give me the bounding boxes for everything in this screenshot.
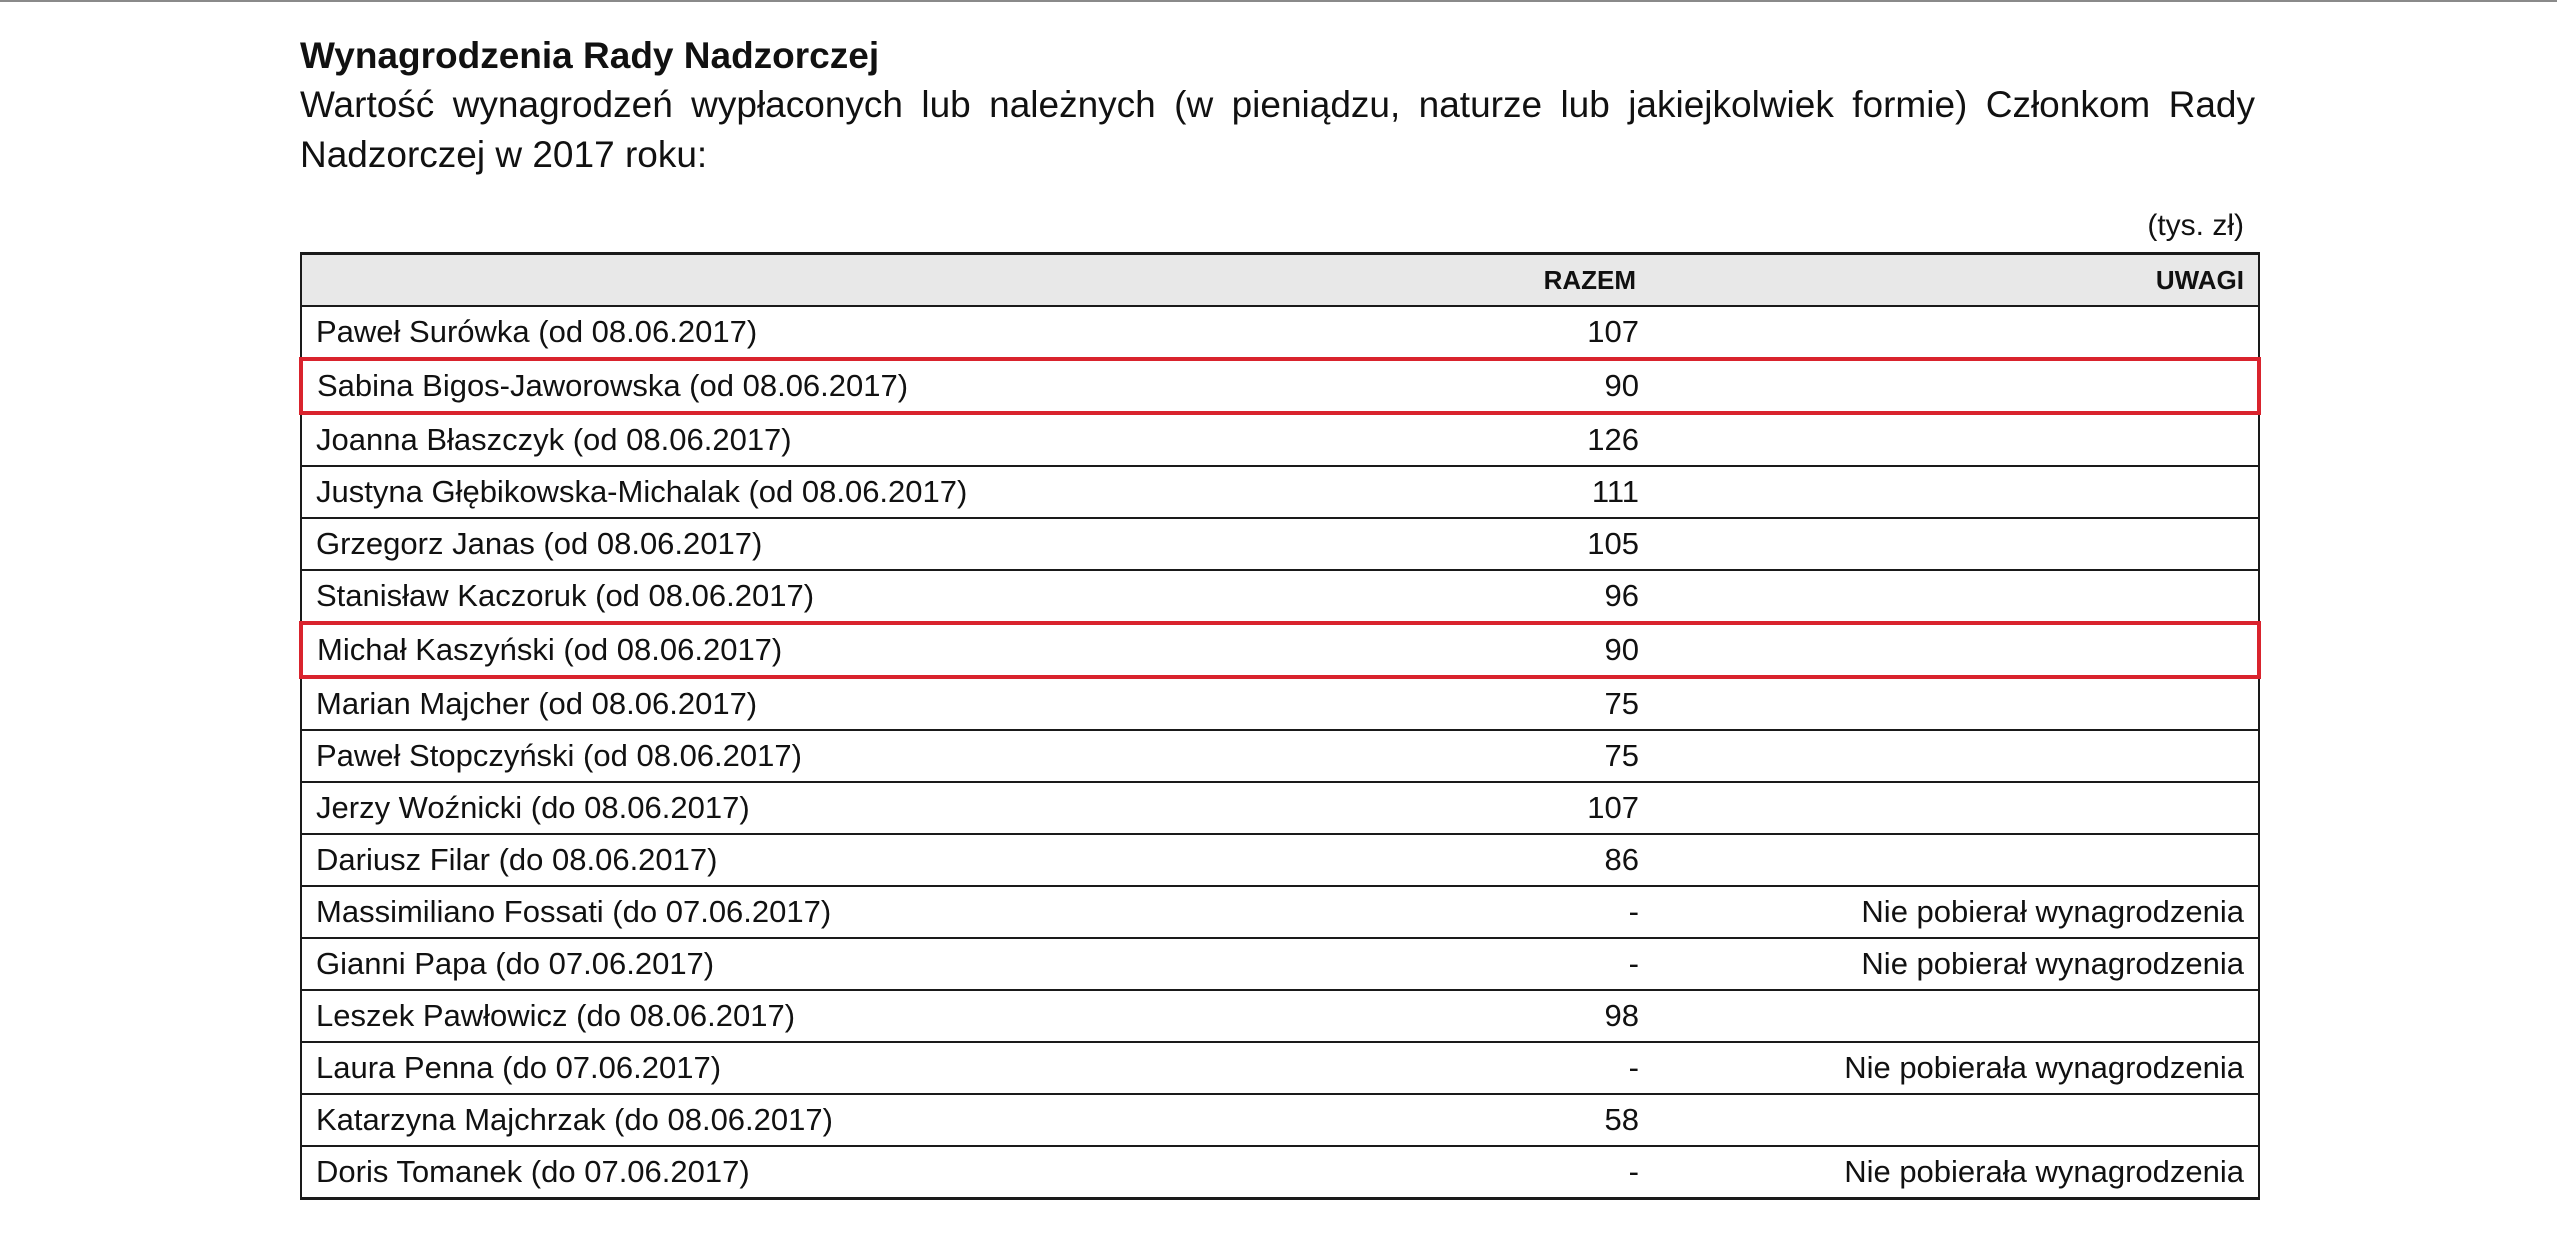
total-value-cell: 126 (1321, 413, 1651, 466)
total-value-cell: - (1321, 886, 1651, 938)
notes-cell (1651, 413, 2259, 466)
member-name-cell: Dariusz Filar (do 08.06.2017) (301, 834, 1321, 886)
notes-cell (1651, 359, 2259, 413)
notes-cell (1651, 570, 2259, 623)
section-title: Wynagrodzenia Rady Nadzorczej (300, 35, 880, 76)
notes-cell: Nie pobierała wynagrodzenia (1651, 1146, 2259, 1199)
total-value-cell: 111 (1321, 466, 1651, 518)
table-row (301, 677, 2259, 730)
member-name-cell: Marian Majcher (od 08.06.2017) (301, 677, 1321, 730)
total-value-cell: 96 (1321, 570, 1651, 623)
table-row (301, 990, 2259, 1042)
total-value-cell: 75 (1321, 677, 1651, 730)
compensation-table (299, 252, 2261, 1200)
table-body (301, 306, 2259, 1199)
table-row (301, 1042, 2259, 1094)
member-name-cell: Paweł Stopczyński (od 08.06.2017) (301, 730, 1321, 782)
notes-cell (1651, 306, 2259, 359)
table-header-row (301, 254, 2259, 307)
notes-cell (1651, 677, 2259, 730)
member-name-cell: Sabina Bigos-Jaworowska (od 08.06.2017) (301, 359, 1321, 413)
table-row (301, 834, 2259, 886)
total-value-cell: 86 (1321, 834, 1651, 886)
notes-cell (1651, 518, 2259, 570)
table-row-highlighted (301, 623, 2259, 677)
column-header-total: RAZEM (1321, 254, 1651, 307)
table-row-highlighted (301, 359, 2259, 413)
total-value-cell: - (1321, 1042, 1651, 1094)
member-name-cell: Michał Kaszyński (od 08.06.2017) (301, 623, 1321, 677)
member-name-cell: Stanisław Kaczoruk (od 08.06.2017) (301, 570, 1321, 623)
member-name-cell: Laura Penna (do 07.06.2017) (301, 1042, 1321, 1094)
column-header-name (301, 254, 1321, 307)
notes-cell (1651, 730, 2259, 782)
member-name-cell: Leszek Pawłowicz (do 08.06.2017) (301, 990, 1321, 1042)
member-name-cell: Justyna Głębikowska-Michalak (od 08.06.2017) (301, 466, 1321, 518)
total-value-cell: 105 (1321, 518, 1651, 570)
column-header-notes: UWAGI (1651, 254, 2259, 307)
notes-cell (1651, 990, 2259, 1042)
notes-cell (1651, 1094, 2259, 1146)
member-name-cell: Joanna Błaszczyk (od 08.06.2017) (301, 413, 1321, 466)
notes-cell: Nie pobierał wynagrodzenia (1651, 938, 2259, 990)
table-row (301, 1146, 2259, 1199)
member-name-cell: Massimiliano Fossati (do 07.06.2017) (301, 886, 1321, 938)
notes-cell: Nie pobierała wynagrodzenia (1651, 1042, 2259, 1094)
top-divider (0, 0, 2557, 2)
notes-cell (1651, 623, 2259, 677)
table-row (301, 466, 2259, 518)
member-name-cell: Katarzyna Majchrzak (do 08.06.2017) (301, 1094, 1321, 1146)
table-row (301, 518, 2259, 570)
member-name-cell: Jerzy Woźnicki (do 08.06.2017) (301, 782, 1321, 834)
notes-cell: Nie pobierał wynagrodzenia (1651, 886, 2259, 938)
table-row (301, 306, 2259, 359)
compensation-table-container (299, 252, 2257, 1200)
table-row (301, 886, 2259, 938)
member-name-cell: Gianni Papa (do 07.06.2017) (301, 938, 1321, 990)
total-value-cell: 58 (1321, 1094, 1651, 1146)
total-value-cell: - (1321, 938, 1651, 990)
total-value-cell: - (1321, 1146, 1651, 1199)
total-value-cell: 90 (1321, 359, 1651, 413)
table-row (301, 730, 2259, 782)
table-row (301, 570, 2259, 623)
total-value-cell: 98 (1321, 990, 1651, 1042)
total-value-cell: 90 (1321, 623, 1651, 677)
table-row (301, 413, 2259, 466)
total-value-cell: 75 (1321, 730, 1651, 782)
notes-cell (1651, 466, 2259, 518)
notes-cell (1651, 782, 2259, 834)
units-note: (tys. zł) (2147, 209, 2244, 242)
table-row (301, 1094, 2259, 1146)
member-name-cell: Paweł Surówka (od 08.06.2017) (301, 306, 1321, 359)
table-row (301, 782, 2259, 834)
table-row (301, 938, 2259, 990)
member-name-cell: Doris Tomanek (do 07.06.2017) (301, 1146, 1321, 1199)
total-value-cell: 107 (1321, 782, 1651, 834)
intro-paragraph: Wartość wynagrodzeń wypłaconych lub należnych (w pieniądzu, naturze lub jakiejkolwiek formie) Członkom Rady Nadzorczej w 2017 roku: (300, 84, 2255, 175)
total-value-cell: 107 (1321, 306, 1651, 359)
member-name-cell: Grzegorz Janas (od 08.06.2017) (301, 518, 1321, 570)
notes-cell (1651, 834, 2259, 886)
